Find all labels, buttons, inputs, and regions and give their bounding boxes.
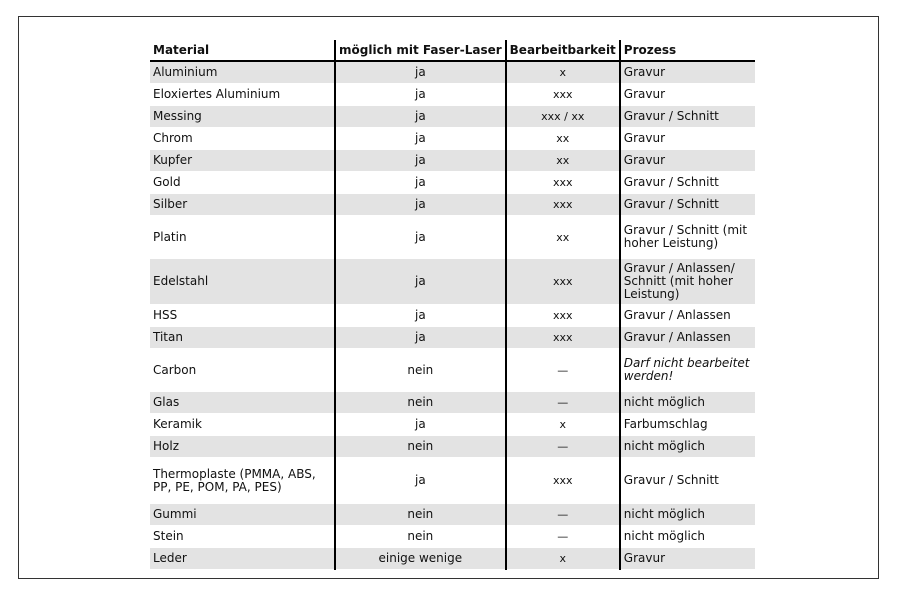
table-row (150, 194, 755, 216)
table-row (150, 392, 755, 414)
table-row (150, 61, 755, 84)
cell-process: Farbumschlag (620, 414, 755, 436)
cell-process: nicht möglich (620, 526, 755, 548)
cell-possible: nein (335, 526, 506, 548)
table-row (150, 349, 755, 392)
table-row (150, 504, 755, 526)
cell-possible: ja (335, 106, 506, 128)
table-row (150, 436, 755, 458)
cell-process: Gravur (620, 84, 755, 106)
cell-material: Edelstahl (150, 259, 335, 305)
cell-process: Gravur (620, 150, 755, 172)
table-row (150, 84, 755, 106)
table-row (150, 216, 755, 259)
cell-process: nicht möglich (620, 436, 755, 458)
cell-possible: einige wenige (335, 548, 506, 570)
cell-material: Carbon (150, 349, 335, 392)
cell-process-warning: Darf nicht bearbeitet werden! (620, 349, 755, 392)
table-row (150, 172, 755, 194)
cell-rating: xxx (506, 84, 620, 106)
table-row (150, 414, 755, 436)
cell-possible: ja (335, 194, 506, 216)
table-row (150, 106, 755, 128)
cell-process: Gravur / Anlassen (620, 305, 755, 327)
cell-process: Gravur / Schnitt (620, 458, 755, 504)
cell-material: Glas (150, 392, 335, 414)
cell-process: Gravur / Schnitt (620, 106, 755, 128)
cell-rating: xx (506, 128, 620, 150)
cell-process: Gravur (620, 128, 755, 150)
cell-process: Gravur / Schnitt (620, 172, 755, 194)
cell-rating: — (506, 392, 620, 414)
table-row (150, 150, 755, 172)
cell-material: Holz (150, 436, 335, 458)
cell-rating: x (506, 414, 620, 436)
cell-process: Gravur / Schnitt (mit hoher Leistung) (620, 216, 755, 259)
table-row (150, 305, 755, 327)
cell-material: Thermoplaste (PMMA, ABS, PP, PE, POM, PA, PES) (150, 458, 335, 504)
cell-possible: ja (335, 172, 506, 194)
cell-material: Kupfer (150, 150, 335, 172)
cell-rating: xxx (506, 172, 620, 194)
cell-material: Platin (150, 216, 335, 259)
cell-material: Messing (150, 106, 335, 128)
cell-possible: nein (335, 504, 506, 526)
cell-rating: xxx (506, 259, 620, 305)
table-row (150, 128, 755, 150)
cell-process: Gravur / Anlassen (620, 327, 755, 349)
cell-rating: xxx (506, 194, 620, 216)
cell-possible: ja (335, 327, 506, 349)
cell-material: Eloxiertes Aluminium (150, 84, 335, 106)
cell-material: Gummi (150, 504, 335, 526)
cell-rating: xx (506, 150, 620, 172)
header-fiber-laser: möglich mit Faser-Laser (335, 40, 506, 61)
table-row (150, 526, 755, 548)
cell-rating: x (506, 61, 620, 84)
cell-material: Stein (150, 526, 335, 548)
cell-rating: xxx / xx (506, 106, 620, 128)
table-row (150, 458, 755, 504)
header-machinability: Bearbeitbarkeit (506, 40, 620, 61)
cell-process: nicht möglich (620, 392, 755, 414)
cell-possible: ja (335, 305, 506, 327)
cell-process: Gravur (620, 61, 755, 84)
cell-possible: ja (335, 259, 506, 305)
cell-possible: nein (335, 349, 506, 392)
cell-rating: — (506, 349, 620, 392)
cell-rating: — (506, 504, 620, 526)
cell-possible: ja (335, 150, 506, 172)
cell-possible: ja (335, 458, 506, 504)
table-row (150, 548, 755, 570)
cell-material: HSS (150, 305, 335, 327)
cell-process: Gravur / Anlassen/ Schnitt (mit hoher Leistung) (620, 259, 755, 305)
header-material: Material (150, 40, 335, 61)
cell-material: Titan (150, 327, 335, 349)
table-header-row (150, 40, 755, 61)
cell-material: Leder (150, 548, 335, 570)
cell-rating: xxx (506, 305, 620, 327)
table-row (150, 327, 755, 349)
cell-possible: nein (335, 392, 506, 414)
cell-material: Keramik (150, 414, 335, 436)
cell-material: Silber (150, 194, 335, 216)
cell-rating: xx (506, 216, 620, 259)
cell-process: Gravur / Schnitt (620, 194, 755, 216)
cell-possible: ja (335, 84, 506, 106)
cell-possible: ja (335, 128, 506, 150)
cell-possible: nein (335, 436, 506, 458)
cell-rating: x (506, 548, 620, 570)
cell-rating: — (506, 526, 620, 548)
cell-process: nicht möglich (620, 504, 755, 526)
cell-possible: ja (335, 216, 506, 259)
cell-rating: xxx (506, 327, 620, 349)
cell-rating: xxx (506, 458, 620, 504)
material-table (150, 40, 755, 570)
cell-process: Gravur (620, 548, 755, 570)
cell-rating: — (506, 436, 620, 458)
cell-material: Gold (150, 172, 335, 194)
header-process: Prozess (620, 40, 755, 61)
cell-possible: ja (335, 61, 506, 84)
cell-material: Aluminium (150, 61, 335, 84)
cell-material: Chrom (150, 128, 335, 150)
table-row (150, 259, 755, 305)
cell-possible: ja (335, 414, 506, 436)
